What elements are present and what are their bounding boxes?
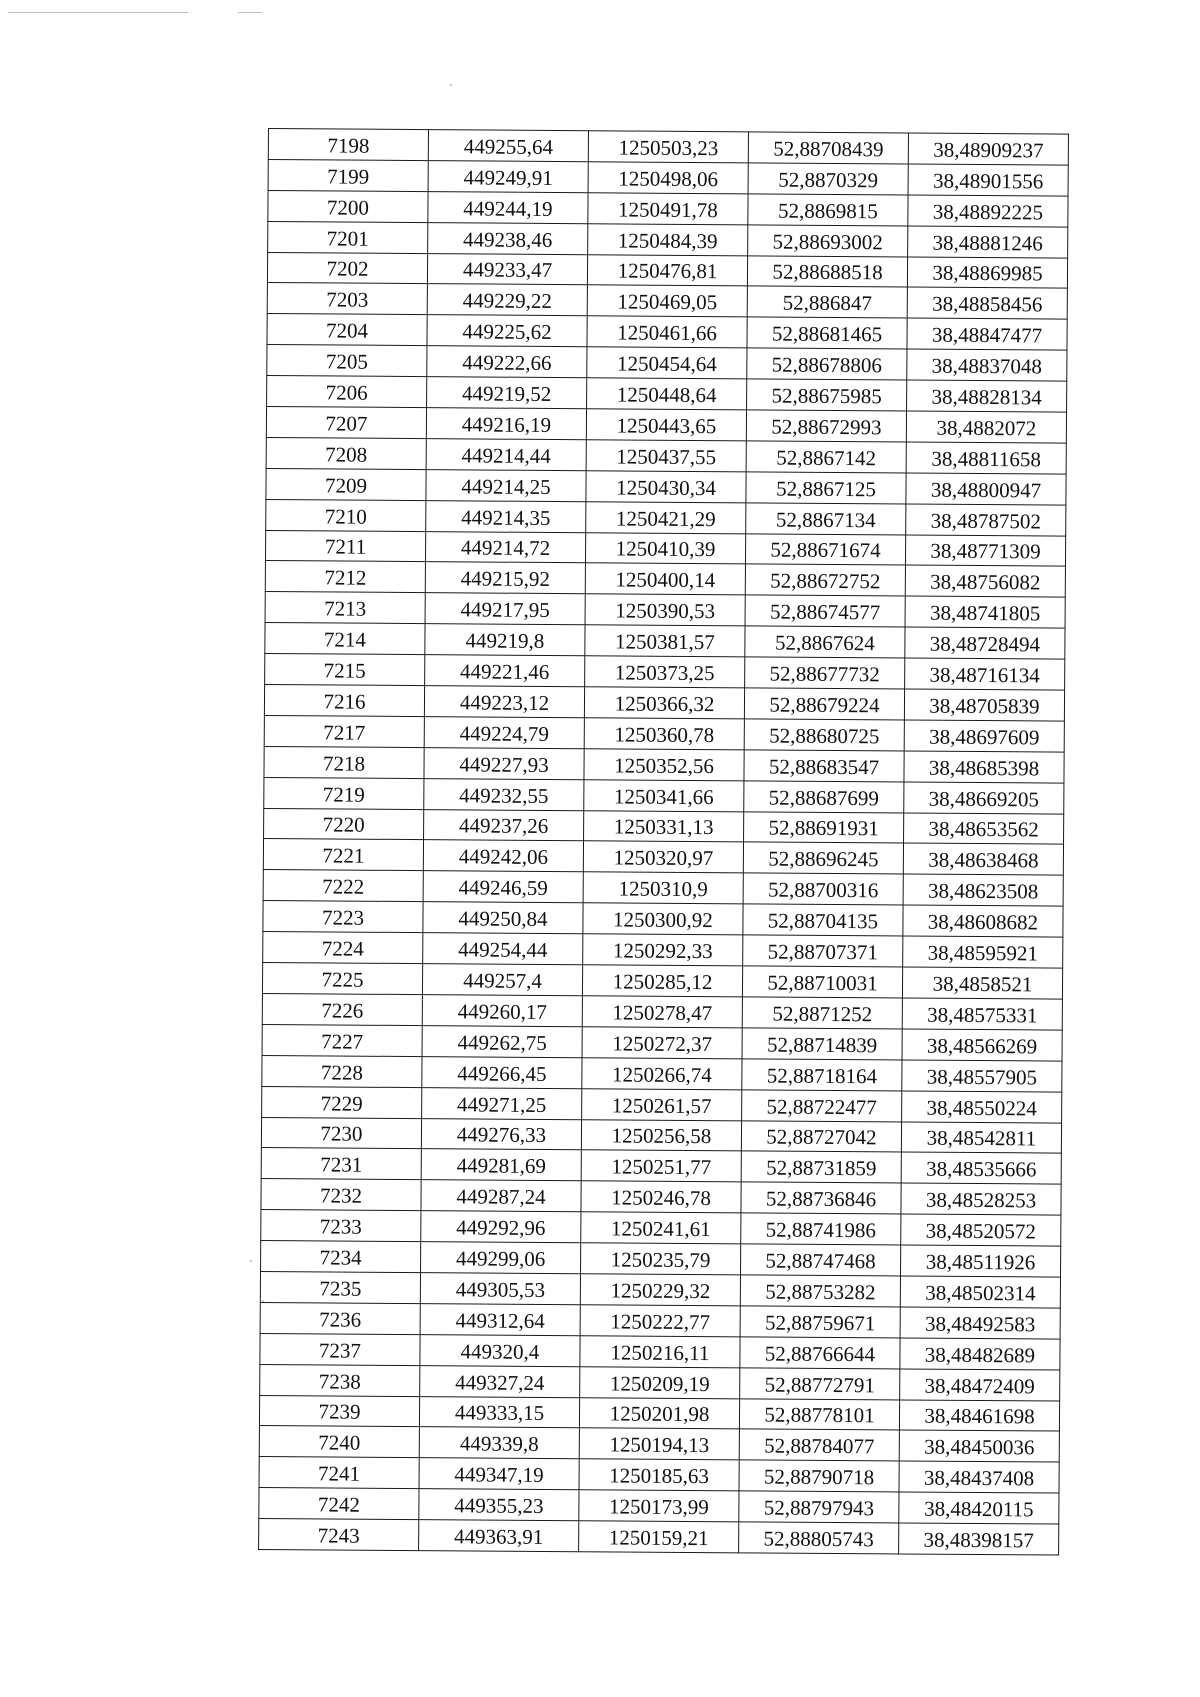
y-coordinate-cell: 1250216,11 [580,1335,740,1367]
point-number-cell: 7236 [260,1302,420,1334]
y-coordinate-cell: 1250373,25 [585,656,745,688]
point-number-cell: 7207 [266,407,426,439]
latitude-cell: 52,88681465 [747,317,907,349]
y-coordinate-cell: 1250352,56 [584,749,744,781]
longitude-cell: 38,48653562 [904,813,1064,845]
longitude-cell: 38,48550224 [902,1091,1062,1123]
longitude-cell: 38,48858456 [907,287,1067,319]
x-coordinate-cell: 449233,47 [427,253,587,285]
point-number-cell: 7229 [262,1086,422,1118]
y-coordinate-cell: 1250437,55 [586,440,746,472]
longitude-cell: 38,48542811 [901,1121,1061,1153]
latitude-cell: 52,88677732 [745,657,905,689]
longitude-cell: 38,48595921 [903,936,1063,968]
latitude-cell: 52,8867142 [746,441,906,473]
y-coordinate-cell: 1250484,39 [588,223,748,255]
longitude-cell: 38,48811658 [906,442,1066,474]
x-coordinate-cell: 449217,95 [425,593,585,625]
longitude-cell: 38,4882072 [906,411,1066,443]
coordinates-table [258,128,1069,1556]
point-number-cell: 7225 [262,963,422,995]
y-coordinate-cell: 1250261,57 [582,1088,742,1120]
x-coordinate-cell: 449225,62 [427,315,587,347]
y-coordinate-cell: 1250443,65 [586,409,746,441]
x-coordinate-cell: 449214,44 [426,439,586,471]
latitude-cell: 52,88736846 [741,1182,901,1214]
x-coordinate-cell: 449246,59 [423,871,583,903]
x-coordinate-cell: 449214,72 [425,531,585,563]
x-coordinate-cell: 449363,91 [419,1520,579,1552]
point-number-cell: 7230 [261,1117,421,1149]
latitude-cell: 52,88704135 [743,904,903,936]
point-number-cell: 7205 [267,345,427,377]
latitude-cell: 52,8867624 [745,626,905,658]
point-number-cell: 7243 [259,1519,419,1551]
latitude-cell: 52,88710031 [742,966,902,998]
latitude-cell: 52,88683547 [744,750,904,782]
point-number-cell: 7240 [259,1426,419,1458]
point-number-cell: 7201 [268,221,428,253]
latitude-cell: 52,8867134 [746,503,906,535]
x-coordinate-cell: 449271,25 [422,1087,582,1119]
longitude-cell: 38,48608682 [903,905,1063,937]
latitude-cell: 52,88672752 [745,564,905,596]
y-coordinate-cell: 1250251,77 [581,1150,741,1182]
x-coordinate-cell: 449262,75 [422,1025,582,1057]
y-coordinate-cell: 1250491,78 [588,193,748,225]
longitude-cell: 38,48728494 [905,627,1065,659]
latitude-cell: 52,88759671 [740,1306,900,1338]
y-coordinate-cell: 1250341,66 [584,779,744,811]
x-coordinate-cell: 449257,4 [422,964,582,996]
y-coordinate-cell: 1250448,64 [587,378,747,410]
x-coordinate-cell: 449244,19 [428,191,588,223]
point-number-cell: 7204 [267,314,427,346]
scan-artifact-line [8,12,188,13]
point-number-cell: 7223 [263,901,423,933]
longitude-cell: 38,48705839 [904,689,1064,721]
point-number-cell: 7200 [268,190,428,222]
longitude-cell: 38,48901556 [908,164,1068,196]
point-number-cell: 7211 [265,530,425,562]
latitude-cell: 52,88718164 [742,1059,902,1091]
x-coordinate-cell: 449223,12 [424,686,584,718]
x-coordinate-cell: 449237,26 [424,809,584,841]
longitude-cell: 38,48437408 [899,1461,1059,1493]
y-coordinate-cell: 1250292,33 [583,934,743,966]
longitude-cell: 38,48575331 [902,998,1062,1030]
point-number-cell: 7209 [266,468,426,500]
longitude-cell: 38,48535666 [901,1152,1061,1184]
latitude-cell: 52,8870329 [748,163,908,195]
point-number-cell: 7239 [259,1395,419,1427]
y-coordinate-cell: 1250430,34 [586,471,746,503]
longitude-cell: 38,48892225 [908,195,1068,227]
longitude-cell: 38,48909237 [908,133,1068,165]
x-coordinate-cell: 449347,19 [419,1458,579,1490]
y-coordinate-cell: 1250331,13 [584,810,744,842]
longitude-cell: 38,48881246 [908,226,1068,258]
point-number-cell: 7234 [261,1241,421,1273]
point-number-cell: 7208 [266,437,426,469]
y-coordinate-cell: 1250185,63 [579,1459,739,1491]
longitude-cell: 38,48697609 [904,720,1064,752]
coordinates-table-body [259,129,1069,1556]
y-coordinate-cell: 1250272,37 [582,1027,742,1059]
longitude-cell: 38,48869985 [907,257,1067,289]
latitude-cell: 52,88797943 [739,1491,899,1523]
point-number-cell: 7220 [264,808,424,840]
latitude-cell: 52,88687699 [744,781,904,813]
longitude-cell: 38,48566269 [902,1029,1062,1061]
y-coordinate-cell: 1250278,47 [582,996,742,1028]
scan-artifact-line [238,12,262,13]
x-coordinate-cell: 449214,25 [426,469,586,501]
point-number-cell: 7218 [264,746,424,778]
x-coordinate-cell: 449229,22 [427,284,587,316]
point-number-cell: 7214 [265,623,425,655]
x-coordinate-cell: 449305,53 [420,1273,580,1305]
latitude-cell: 52,88727042 [741,1120,901,1152]
point-number-cell: 7206 [267,376,427,408]
y-coordinate-cell: 1250194,13 [579,1428,739,1460]
y-coordinate-cell: 1250300,92 [583,903,743,935]
latitude-cell: 52,8871252 [742,997,902,1029]
x-coordinate-cell: 449219,52 [427,377,587,409]
x-coordinate-cell: 449224,79 [424,717,584,749]
latitude-cell: 52,88747468 [741,1244,901,1276]
longitude-cell: 38,48756082 [905,565,1065,597]
table-row [259,1519,1059,1555]
longitude-cell: 38,48837048 [907,349,1067,381]
x-coordinate-cell: 449254,44 [423,933,583,965]
x-coordinate-cell: 449327,24 [420,1365,580,1397]
point-number-cell: 7216 [264,685,424,717]
y-coordinate-cell: 1250266,74 [582,1057,742,1089]
longitude-cell: 38,48623508 [903,874,1063,906]
longitude-cell: 38,48450036 [899,1430,1059,1462]
latitude-cell: 52,88674577 [745,595,905,627]
point-number-cell: 7212 [265,561,425,593]
y-coordinate-cell: 1250476,81 [587,254,747,286]
latitude-cell: 52,88680725 [744,719,904,751]
latitude-cell: 52,88688518 [747,255,907,287]
y-coordinate-cell: 1250285,12 [582,965,742,997]
latitude-cell: 52,88696245 [743,842,903,874]
latitude-cell: 52,88805743 [739,1522,899,1554]
latitude-cell: 52,88766644 [740,1337,900,1369]
latitude-cell: 52,88790718 [739,1460,899,1492]
x-coordinate-cell: 449255,64 [428,130,588,162]
point-number-cell: 7199 [268,159,428,191]
point-number-cell: 7224 [263,932,423,964]
longitude-cell: 38,48461698 [899,1399,1059,1431]
longitude-cell: 38,48420115 [899,1492,1059,1524]
y-coordinate-cell: 1250461,66 [587,316,747,348]
y-coordinate-cell: 1250256,58 [581,1119,741,1151]
y-coordinate-cell: 1250241,61 [581,1212,741,1244]
point-number-cell: 7221 [263,839,423,871]
scan-artifact-dot [250,1260,252,1262]
point-number-cell: 7222 [263,870,423,902]
x-coordinate-cell: 449221,46 [425,655,585,687]
x-coordinate-cell: 449312,64 [420,1303,580,1335]
point-number-cell: 7219 [264,777,424,809]
longitude-cell: 38,48557905 [902,1060,1062,1092]
latitude-cell: 52,88700316 [743,873,903,905]
latitude-cell: 52,88672993 [746,410,906,442]
x-coordinate-cell: 449333,15 [419,1396,579,1428]
y-coordinate-cell: 1250454,64 [587,347,747,379]
longitude-cell: 38,48669205 [904,782,1064,814]
longitude-cell: 38,48520572 [901,1214,1061,1246]
x-coordinate-cell: 449292,96 [421,1211,581,1243]
y-coordinate-cell: 1250360,78 [584,718,744,750]
x-coordinate-cell: 449320,4 [420,1334,580,1366]
x-coordinate-cell: 449287,24 [421,1180,581,1212]
point-number-cell: 7232 [261,1179,421,1211]
x-coordinate-cell: 449215,92 [425,562,585,594]
y-coordinate-cell: 1250390,53 [585,594,745,626]
x-coordinate-cell: 449219,8 [425,624,585,656]
scan-artifact-dot [450,84,452,86]
x-coordinate-cell: 449250,84 [423,902,583,934]
longitude-cell: 38,48398157 [899,1523,1059,1555]
y-coordinate-cell: 1250366,32 [584,687,744,719]
y-coordinate-cell: 1250469,05 [587,285,747,317]
latitude-cell: 52,886847 [747,286,907,318]
point-number-cell: 7217 [264,715,424,747]
x-coordinate-cell: 449242,06 [423,840,583,872]
latitude-cell: 52,88693002 [748,225,908,257]
latitude-cell: 52,88679224 [744,688,904,720]
x-coordinate-cell: 449222,66 [427,346,587,378]
x-coordinate-cell: 449355,23 [419,1489,579,1521]
y-coordinate-cell: 1250159,21 [579,1521,739,1553]
longitude-cell: 38,48800947 [906,473,1066,505]
longitude-cell: 38,4858521 [902,967,1062,999]
latitude-cell: 52,88753282 [740,1275,900,1307]
x-coordinate-cell: 449281,69 [421,1149,581,1181]
x-coordinate-cell: 449249,91 [428,161,588,193]
x-coordinate-cell: 449276,33 [421,1118,581,1150]
point-number-cell: 7242 [259,1488,419,1520]
longitude-cell: 38,48528253 [901,1183,1061,1215]
longitude-cell: 38,48472409 [900,1369,1060,1401]
latitude-cell: 52,88722477 [742,1089,902,1121]
y-coordinate-cell: 1250235,79 [581,1243,741,1275]
x-coordinate-cell: 449299,06 [421,1242,581,1274]
latitude-cell: 52,88707371 [743,935,903,967]
x-coordinate-cell: 449227,93 [424,747,584,779]
y-coordinate-cell: 1250246,78 [581,1181,741,1213]
latitude-cell: 52,88691931 [744,811,904,843]
x-coordinate-cell: 449266,45 [422,1056,582,1088]
longitude-cell: 38,48482689 [900,1338,1060,1370]
point-number-cell: 7213 [265,592,425,624]
latitude-cell: 52,88731859 [741,1151,901,1183]
longitude-cell: 38,48716134 [905,658,1065,690]
longitude-cell: 38,48502314 [900,1276,1060,1308]
x-coordinate-cell: 449260,17 [422,995,582,1027]
y-coordinate-cell: 1250222,77 [580,1305,740,1337]
point-number-cell: 7215 [265,654,425,686]
latitude-cell: 52,88741986 [741,1213,901,1245]
point-number-cell: 7226 [262,993,422,1025]
x-coordinate-cell: 449216,19 [426,408,586,440]
latitude-cell: 52,88784077 [739,1429,899,1461]
longitude-cell: 38,48787502 [906,504,1066,536]
latitude-cell: 52,88778101 [739,1398,899,1430]
y-coordinate-cell: 1250320,97 [583,841,743,873]
y-coordinate-cell: 1250503,23 [588,131,748,163]
point-number-cell: 7235 [260,1271,420,1303]
x-coordinate-cell: 449238,46 [428,222,588,254]
latitude-cell: 52,88772791 [740,1367,900,1399]
y-coordinate-cell: 1250498,06 [588,162,748,194]
latitude-cell: 52,8869815 [748,194,908,226]
y-coordinate-cell: 1250410,39 [585,532,745,564]
latitude-cell: 52,88708439 [748,132,908,164]
x-coordinate-cell: 449232,55 [424,778,584,810]
point-number-cell: 7227 [262,1024,422,1056]
latitude-cell: 52,88678806 [747,348,907,380]
point-number-cell: 7231 [261,1148,421,1180]
point-number-cell: 7233 [261,1210,421,1242]
latitude-cell: 52,88671674 [745,533,905,565]
point-number-cell: 7202 [267,252,427,284]
y-coordinate-cell: 1250173,99 [579,1490,739,1522]
latitude-cell: 52,88714839 [742,1028,902,1060]
point-number-cell: 7241 [259,1457,419,1489]
x-coordinate-cell: 449214,35 [426,500,586,532]
longitude-cell: 38,48511926 [901,1245,1061,1277]
longitude-cell: 38,48685398 [904,751,1064,783]
y-coordinate-cell: 1250400,14 [585,563,745,595]
y-coordinate-cell: 1250421,29 [586,501,746,533]
latitude-cell: 52,88675985 [747,379,907,411]
point-number-cell: 7203 [267,283,427,315]
longitude-cell: 38,48828134 [907,380,1067,412]
y-coordinate-cell: 1250209,19 [580,1366,740,1398]
point-number-cell: 7238 [260,1364,420,1396]
longitude-cell: 38,48638468 [903,843,1063,875]
longitude-cell: 38,48741805 [905,596,1065,628]
y-coordinate-cell: 1250310,9 [583,872,743,904]
y-coordinate-cell: 1250201,98 [579,1397,739,1429]
point-number-cell: 7237 [260,1333,420,1365]
y-coordinate-cell: 1250229,32 [580,1274,740,1306]
latitude-cell: 52,8867125 [746,472,906,504]
longitude-cell: 38,48492583 [900,1307,1060,1339]
y-coordinate-cell: 1250381,57 [585,625,745,657]
x-coordinate-cell: 449339,8 [419,1427,579,1459]
point-number-cell: 7210 [266,499,426,531]
longitude-cell: 38,48847477 [907,318,1067,350]
longitude-cell: 38,48771309 [905,535,1065,567]
point-number-cell: 7228 [262,1055,422,1087]
point-number-cell: 7198 [268,129,428,161]
